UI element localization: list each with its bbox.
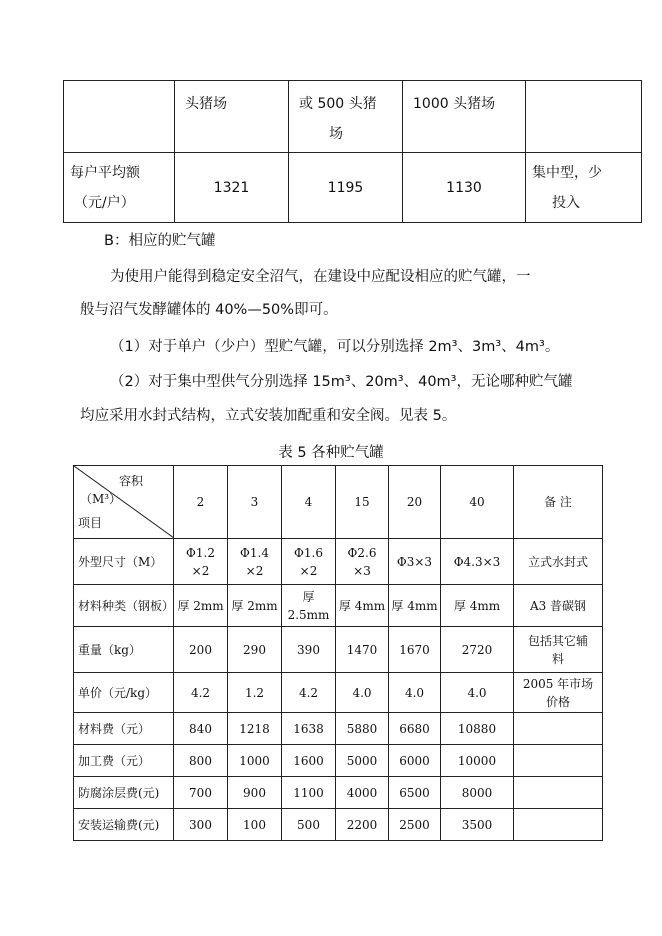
- table-cell: [282, 809, 336, 841]
- table-cell: [336, 745, 389, 777]
- note-cell: [514, 713, 603, 745]
- row-label: 防腐涂层费(元): [74, 777, 174, 809]
- row-label: 每户平均额: [70, 164, 140, 181]
- table-cell: [289, 153, 403, 223]
- cell-text: 10880: [457, 721, 497, 736]
- table-cell: [174, 627, 228, 673]
- table-cell: [174, 585, 228, 627]
- cell-text: 厚 2mm: [231, 598, 278, 613]
- table-caption: 表 5 各种贮气罐: [278, 445, 384, 461]
- cell-note: 集中型，少: [532, 164, 602, 181]
- table-cell: [175, 81, 289, 153]
- cell-text: Φ1.4: [240, 545, 269, 560]
- table-row: [74, 627, 603, 673]
- note-cell: [514, 745, 603, 777]
- cell-text: 8000: [461, 785, 493, 800]
- row-label: 材料费（元）: [74, 713, 174, 745]
- table-cell: [282, 585, 336, 627]
- cell-text: ×2: [245, 563, 264, 578]
- paragraph-line: （2）对于集中型供气分别选择 15m³、20m³、40m³，无论哪种贮气罐: [110, 374, 573, 390]
- cell-text: 100: [243, 817, 266, 832]
- table-cell: [403, 153, 526, 223]
- cell-text: 厚: [302, 589, 315, 604]
- column-header: 3: [228, 466, 282, 539]
- cell-text: 场: [329, 126, 343, 142]
- cell-text: 1600: [293, 753, 324, 768]
- cell-text: 3500: [461, 817, 493, 832]
- table-cell: [336, 809, 389, 841]
- cell-text: 900: [243, 785, 266, 800]
- table-row: [74, 539, 603, 585]
- cell-text: 厚 4mm: [453, 598, 501, 613]
- cell-text: 1638: [293, 721, 324, 736]
- table-cell: [389, 745, 441, 777]
- table-cell: [336, 777, 389, 809]
- table-cell: [174, 809, 228, 841]
- table-cell: [441, 585, 514, 627]
- table-cell: [282, 745, 336, 777]
- paragraph-line: 为使用户能得到稳定安全沼气，在建设中应配设相应的贮气罐，一: [110, 269, 531, 285]
- note-text: 2005 年市场: [522, 676, 594, 691]
- row-label: 加工费（元）: [74, 745, 174, 777]
- row-label: 安装运输费(元): [74, 809, 174, 841]
- gas-tank-table: [73, 465, 603, 841]
- table-cell: [174, 673, 228, 713]
- table-cell: [228, 713, 282, 745]
- table-row: [74, 809, 603, 841]
- cell-text: 厚 4mm: [391, 598, 438, 613]
- column-header: 2: [174, 466, 228, 539]
- cell-text: 4.2: [298, 685, 319, 700]
- cell-text: 500: [297, 817, 320, 832]
- table-cell: [389, 713, 441, 745]
- table-cell: [441, 713, 514, 745]
- cell-text: 厚 4mm: [338, 598, 386, 613]
- cell-text: 1100: [293, 785, 324, 800]
- cell-text: Φ1.2: [186, 545, 215, 560]
- cell-text: 6500: [399, 785, 430, 800]
- table-cell: [389, 585, 441, 627]
- table-cell: [282, 673, 336, 713]
- cell-text: 300: [189, 817, 212, 832]
- table-cell: [282, 777, 336, 809]
- cell-value: 1321: [213, 179, 250, 196]
- row-label: 单价（元/kg）: [74, 673, 174, 713]
- column-header: 备 注: [514, 466, 603, 539]
- cell-text: 厚 2mm: [177, 598, 224, 613]
- paragraph-line: （1）对于单户（少户）型贮气罐，可以分别选择 2m³、3m³、4m³。: [110, 339, 560, 355]
- cell-text: ×3: [353, 563, 371, 578]
- note-text: 立式水封式: [527, 554, 588, 569]
- row-label: 材料种类（钢板）: [74, 585, 174, 627]
- cell-text: 10000: [457, 753, 497, 768]
- table-cell: [441, 627, 514, 673]
- table-cell: [282, 627, 336, 673]
- note-cell: [514, 809, 603, 841]
- header-item: 项目: [78, 516, 103, 530]
- cell-value: 1195: [327, 179, 364, 196]
- table-cell: [228, 539, 282, 585]
- cell-text: 头猪场: [185, 96, 227, 112]
- cell-text: 840: [189, 721, 212, 736]
- note-text: 价格: [545, 694, 570, 709]
- table-cell: [336, 585, 389, 627]
- cell-value: 1130: [446, 179, 482, 196]
- section-heading: B：相应的贮气罐: [104, 233, 216, 249]
- cell-text: 2500: [399, 817, 430, 832]
- cell-text: Φ3×3: [396, 554, 433, 569]
- table-cell: [228, 745, 282, 777]
- table-cell: [389, 673, 441, 713]
- note-cell: [514, 627, 603, 673]
- table-cell: [441, 673, 514, 713]
- table-cell: [282, 539, 336, 585]
- table-cell: [174, 777, 228, 809]
- table-cell: [174, 539, 228, 585]
- table-cell: [174, 713, 228, 745]
- cell-text: 4.0: [352, 685, 372, 700]
- cell-text: Φ4.3×3: [453, 554, 501, 569]
- paragraph-line: 均应采用水封式结构，立式安装加配重和安全阀。见表 5。: [80, 408, 457, 424]
- cell-text: 4000: [346, 785, 378, 800]
- table-cell: [526, 153, 642, 223]
- cell-text: 1470: [346, 642, 378, 657]
- note-cell: [514, 585, 603, 627]
- table-cell: [282, 713, 336, 745]
- cell-text: 1000: [239, 753, 270, 768]
- table-cell: [228, 585, 282, 627]
- cell-text: 290: [243, 642, 266, 657]
- table-header-row: [74, 466, 603, 539]
- cell-text: 6680: [399, 721, 430, 736]
- cell-text: 800: [189, 753, 212, 768]
- table-cell: [336, 539, 389, 585]
- cell-text: 4.0: [404, 685, 425, 700]
- cell-text: 390: [297, 642, 320, 657]
- table-row: [74, 745, 603, 777]
- table-cell: [336, 627, 389, 673]
- table-cell: [389, 777, 441, 809]
- note-text: 包括其它辅: [527, 633, 588, 648]
- column-header: 15: [336, 466, 389, 539]
- cell-text: 5000: [346, 753, 378, 768]
- note-cell: [514, 539, 603, 585]
- row-label: （元/户）: [74, 194, 135, 211]
- table-cell: [336, 713, 389, 745]
- cell-text: 5880: [346, 721, 378, 736]
- cell-text: 6000: [399, 753, 430, 768]
- table-cell: [526, 81, 642, 153]
- row-label: 外型尺寸（M）: [74, 539, 174, 585]
- table-cell: [389, 539, 441, 585]
- column-header: 40: [441, 466, 514, 539]
- cell-text: Φ2.6: [347, 545, 377, 560]
- cell-text: ×2: [299, 563, 318, 578]
- note-text: A3 普碳钢: [529, 598, 587, 613]
- diagonal-header-cell: [74, 466, 174, 539]
- header-unit: （M³）: [80, 492, 122, 506]
- table-cell: [389, 627, 441, 673]
- cell-text: 4.0: [467, 685, 487, 700]
- table-cell: [403, 81, 526, 153]
- column-header: 4: [282, 466, 336, 539]
- column-header: 20: [389, 466, 441, 539]
- cell-note: 投入: [552, 194, 580, 211]
- table-cell: [228, 777, 282, 809]
- table-row: [74, 777, 603, 809]
- table-cell: [441, 777, 514, 809]
- table-cell: [289, 81, 403, 153]
- cell-text: 2200: [346, 817, 378, 832]
- table-row: [64, 153, 642, 223]
- table-cell: [174, 745, 228, 777]
- table-row: [64, 81, 642, 153]
- cell-text: Φ1.6: [294, 545, 323, 560]
- cell-text: 2.5mm: [287, 607, 330, 622]
- cell-text: 1218: [239, 721, 270, 736]
- table-row: [74, 713, 603, 745]
- cost-table-continued: [63, 80, 642, 223]
- note-cell: [514, 777, 603, 809]
- table-cell: [389, 809, 441, 841]
- table-cell: [228, 673, 282, 713]
- row-label: 重量（kg）: [74, 627, 174, 673]
- gas-tank-table-body: [74, 539, 603, 841]
- cell-text: 或 500 头猪: [299, 96, 377, 112]
- note-cell: [514, 673, 603, 713]
- table-cell: [441, 809, 514, 841]
- table-cell: [336, 673, 389, 713]
- cell-text: 200: [189, 642, 212, 657]
- cell-text: 1670: [399, 642, 430, 657]
- table-cell: [228, 809, 282, 841]
- table-row: [74, 673, 603, 713]
- cell-text: 1.2: [244, 685, 265, 700]
- table-cell: [175, 153, 289, 223]
- table-cell: [441, 539, 514, 585]
- table-row: [74, 585, 603, 627]
- cell-text: 1000 头猪场: [413, 96, 496, 112]
- cell-text: 4.2: [190, 685, 211, 700]
- note-text: 料: [551, 651, 564, 666]
- header-volume: 容积: [119, 474, 144, 488]
- cell-text: 2720: [461, 642, 493, 657]
- cell-text: ×2: [191, 563, 210, 578]
- cell-text: 700: [189, 785, 212, 800]
- table-cell: [228, 627, 282, 673]
- table-cell: [64, 81, 175, 153]
- paragraph-line: 般与沼气发酵罐体的 40%—50%即可。: [80, 302, 338, 318]
- table-cell: [64, 153, 175, 223]
- table-cell: [441, 745, 514, 777]
